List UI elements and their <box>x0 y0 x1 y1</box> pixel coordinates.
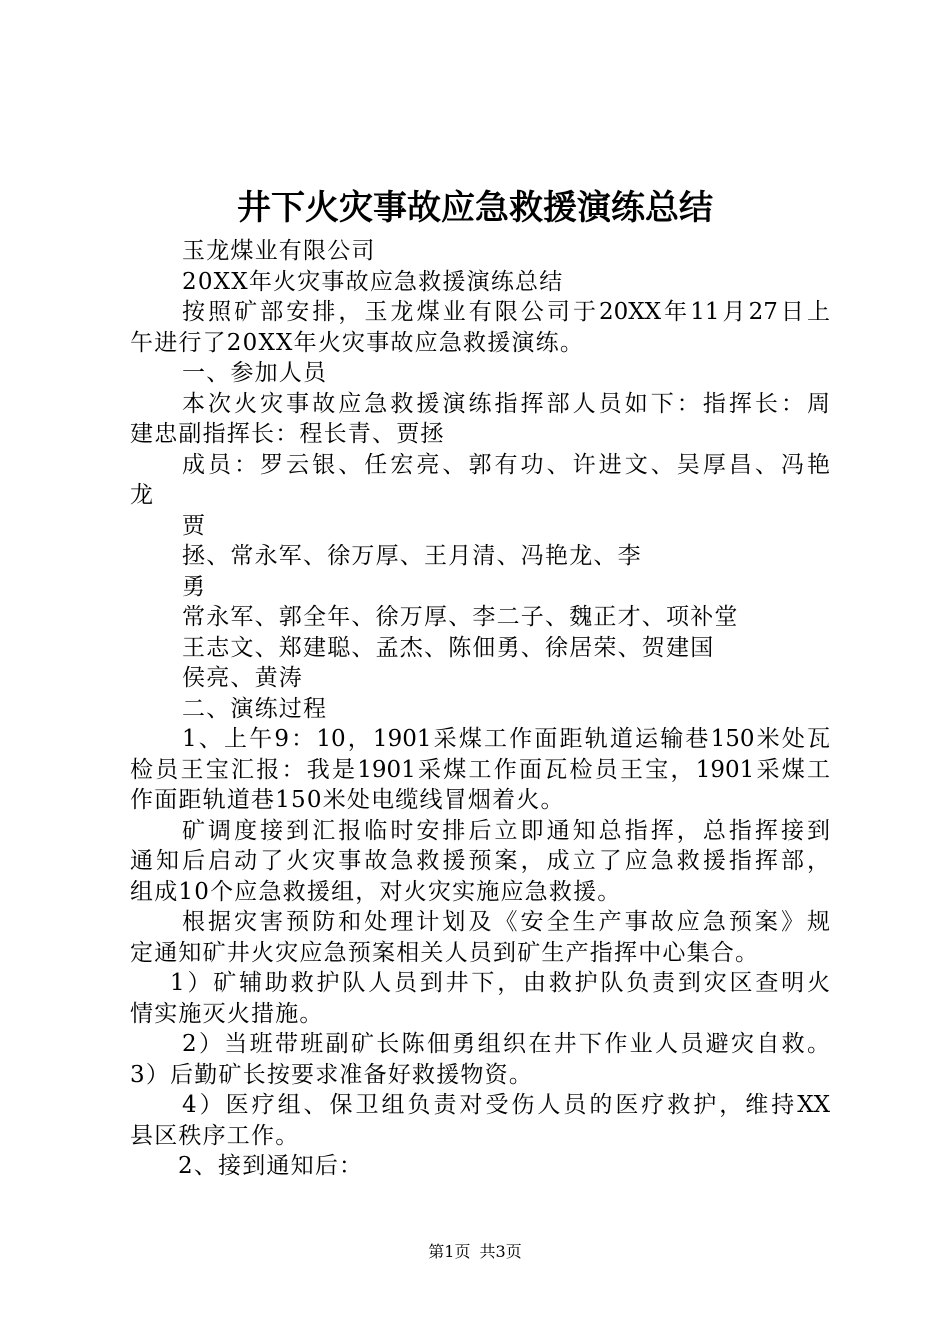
paragraph-line: 情实施灭火措施。 <box>130 1000 324 1027</box>
paragraph-line: 拯、常永军、徐万厚、王月清、冯艳龙、李 <box>182 543 642 569</box>
paragraph-line: 检员王宝汇报：我是1901采煤工作面瓦检员王宝，1901采煤工 <box>130 756 830 783</box>
paragraph-line: 定通知矿井火灾应急预案相关人员到矿生产指挥中心集合。 <box>130 939 760 966</box>
paragraph-line: 3）后勤矿长按要求准备好救援物资。 <box>130 1061 534 1088</box>
company-name-line: 玉龙煤业有限公司 <box>182 238 376 264</box>
page-footer <box>0 1241 950 1263</box>
paragraph-line: 通知后启动了火灾事故急救援预案，成立了应急救援指挥部， <box>130 848 830 874</box>
paragraph-line: 2）当班带班副矿长陈佃勇组织在井下作业人员避灾自救。 <box>182 1031 830 1057</box>
section-heading: 一、参加人员 <box>182 360 328 386</box>
paragraph-line: 勇 <box>182 573 207 600</box>
document-body <box>130 236 830 1182</box>
paragraph-line: 按照矿部安排，玉龙煤业有限公司于20XX年11月27日上 <box>182 299 830 325</box>
page-total: 共3页 <box>479 1242 522 1261</box>
page-number: 第1页 <box>428 1242 471 1261</box>
paragraph-line: 常永军、郭全年、徐万厚、李二子、魏正才、项补堂 <box>182 604 739 630</box>
document-title: 井下火灾事故应急救援演练总结 <box>237 188 713 228</box>
paragraph-line: 贾 <box>182 512 207 539</box>
paragraph-line: 建忠副指挥长：程长青、贾拯 <box>130 421 445 447</box>
subtitle-line: 20XX年火灾事故应急救援演练总结 <box>182 268 564 295</box>
paragraph-line: 午进行了20XX年火灾事故应急救援演练。 <box>130 329 585 356</box>
paragraph-line: 成员：罗云银、任宏亮、郭有功、许进文、吴厚昌、冯艳 <box>182 451 830 478</box>
paragraph-line: 根据灾害预防和处理计划及《安全生产事故应急预案》规 <box>182 909 830 935</box>
paragraph-line: 1）矿辅助救护队人员到井下，由救护队负责到灾区查明火 <box>170 970 830 996</box>
section-heading: 二、演练过程 <box>182 695 328 722</box>
paragraph-line: 组成10个应急救援组，对火灾实施应急救援。 <box>130 878 622 905</box>
paragraph-line: 龙 <box>130 482 155 508</box>
paragraph-line: 县区秩序工作。 <box>130 1122 300 1149</box>
paragraph-line: 矿调度接到汇报临时安排后立即通知总指挥，总指挥接到 <box>182 817 830 844</box>
paragraph-line: 1、上午9：10，1901采煤工作面距轨道运输巷150米处瓦 <box>182 726 830 752</box>
paragraph-line: 侯亮、黄涛 <box>182 665 303 691</box>
paragraph-line: 王志文、郑建聪、孟杰、陈佃勇、徐居荣、贺建国 <box>182 634 715 661</box>
paragraph-line: 作面距轨道巷150米处电缆线冒烟着火。 <box>130 787 565 813</box>
paragraph-line: 2、接到通知后： <box>178 1153 364 1179</box>
paragraph-line: 4）医疗组、保卫组负责对受伤人员的医疗救护，维持XX <box>182 1092 830 1118</box>
paragraph-line: 本次火灾事故应急救援演练指挥部人员如下：指挥长：周 <box>182 390 830 417</box>
